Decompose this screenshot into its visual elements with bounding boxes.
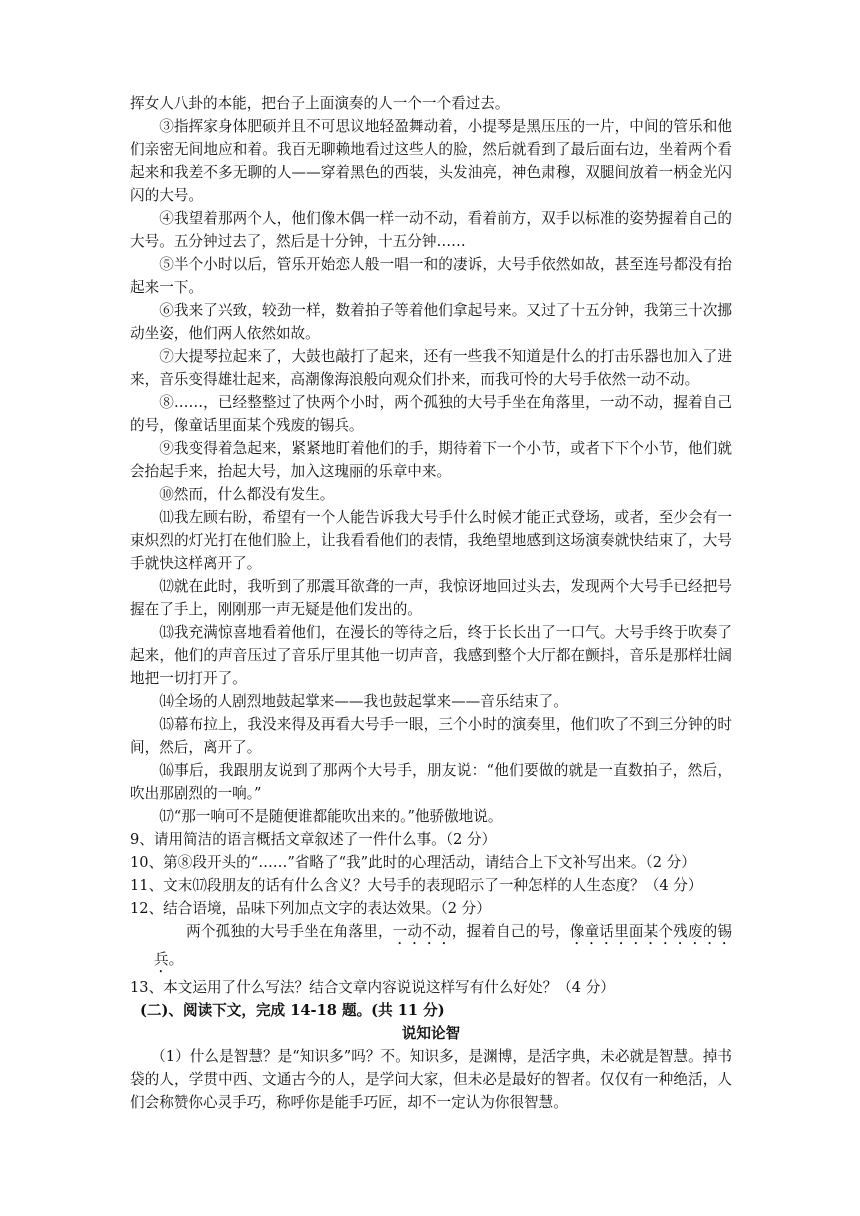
passage-paragraph-6: ⑥我来了兴致，较劲一样，数着拍子等着他们拿起号来。又过了十五分钟，我第三十次挪动坐姿，他们两人依然如故。 [130,302,732,342]
excerpt-text-c: ，握着自己的号， [451,923,570,940]
question-12: 12、结合语境，品味下列加点文字的表达效果。（2 分） [130,900,491,917]
passage-paragraph-13: ⒀我充满惊喜地看着他们，在漫长的等待之后，终于长长出了一口气。大号手终于吹奏了起来，他们的声音压过了音乐厅里其他一切声音，我感到整个大厅都在颤抖，音乐是那样壮阔地把一切打开了。 [130,624,732,687]
passage-paragraph-12: ⑿就在此时，我听到了那震耳欲聋的一声，我惊讶地回过头去，发现两个大号手已经把号握在了手上，刚刚那一声无疑是他们发出的。 [130,578,732,618]
excerpt-text-e: 。 [168,951,184,968]
question-12-excerpt [130,920,732,976]
passage-paragraph-5: ⑤半个小时以后，管乐开始恋人般一唱一和的凄诉，大号手依然如故，甚至连号都没有抬起来一下。 [130,256,732,296]
passage-paragraph-10: ⑩然而，什么都没有发生。 [159,486,335,503]
passage-paragraph-17: ⒄“那一响可不是随便谁都能吹出来的。”他骄傲地说。 [159,808,503,825]
excerpt-dotted-2: 像童话里面某个残废的锡兵 [154,923,732,968]
section-2-heading: (二)、阅读下文，完成 14-18 题。(共 11 分) [140,1002,445,1019]
passage-paragraph-14: ⒁全场的人剧烈地鼓起掌来——我也鼓起掌来——音乐结束了。 [159,693,568,710]
passage-paragraph-8: ⑧……，已经整整过了快两个小时，两个孤独的大号手坐在角落里，一动不动，握着自己的号，像童话里面某个残废的锡兵。 [130,394,732,434]
question-11: 11、文末⒄段朋友的话有什么含义？大号手的表现昭示了一种怎样的人生态度？（4 分） [130,877,703,894]
passage-paragraph-0: 挥女人八卦的本能，把台子上面演奏的人一个一个看过去。 [130,95,510,112]
exam-page [130,92,732,1114]
passage-paragraph-16: ⒃事后，我跟朋友说到了那两个大号手，朋友说：“他们要做的就是一直数拍子，然后，吹出那剧烈的一响。” [130,762,732,802]
passage-paragraph-7: ⑦大提琴拉起来了，大鼓也敲打了起来，还有一些我不知道是什么的打击乐器也加入了进来，音乐变得雄壮起来，高潮像海浪般向观众们扑来，而我可怜的大号手依然一动不动。 [130,348,732,388]
excerpt-dotted-1: 一动不动 [392,923,452,940]
passage-paragraph-4: ④我望着那两个人，他们像木偶一样一动不动，看着前方，双手以标准的姿势握着自己的大号。五分钟过去了，然后是十分钟，十五分钟…… [130,210,732,250]
question-10: 10、第⑧段开头的“……”省略了“我”此时的心理活动，请结合上下文补写出来。（2 分） [130,854,696,871]
passage-paragraph-9: ⑨我变得着急起来，紧紧地盯着他们的手，期待着下一个小节，或者下下个小节，他们就会抬起手来，抬起大号，加入这瑰丽的乐章中来。 [130,440,732,480]
article-title: 说知论智 [401,1025,461,1042]
passage-paragraph-15: ⒂幕布拉上，我没来得及再看大号手一眼，三个小时的演奏里，他们吹了不到三分钟的时间，然后，离开了。 [130,716,732,756]
question-9: 9、请用简洁的语言概括文章叙述了一件什么事。（2 分） [130,831,497,848]
question-13: 13、本文运用了什么写法？结合文章内容说说这样写有什么好处？（4 分） [130,979,615,996]
excerpt-text-a: 两个孤独的大号手坐在角落里， [186,923,393,940]
passage-paragraph-11: ⑾我左顾右盼，希望有一个人能告诉我大号手什么时候才能正式登场，或者，至少会有一束炽烈的灯光打在他们脸上，让我看看他们的表情，我绝望地感到这场演奏就快结束了，大号手就快这样离开了。 [130,509,732,572]
article-paragraph-1: （1）什么是智慧？是“知识多”吗？不。知识多，是渊博，是活字典，未必就是智慧。掉书袋的人，学贯中西、文通古今的人，是学问大家，但未必是最好的智者。仅仅有一种绝活，人们会称赞你心灵手巧，称呼你是能手巧匠，却不一定认为你很智慧。 [130,1048,732,1111]
passage-paragraph-3: ③指挥家身体肥硕并且不可思议地轻盈舞动着，小提琴是黑压压的一片，中间的管乐和他们亲密无间地应和着。我百无聊赖地看过这些人的脸，然后就看到了最后面右边，坐着两个看起来和我差不多无聊的人——穿着黑色的西装，头发油亮，神色肃穆，双腿间放着一柄金光闪闪的大号。 [130,118,732,204]
